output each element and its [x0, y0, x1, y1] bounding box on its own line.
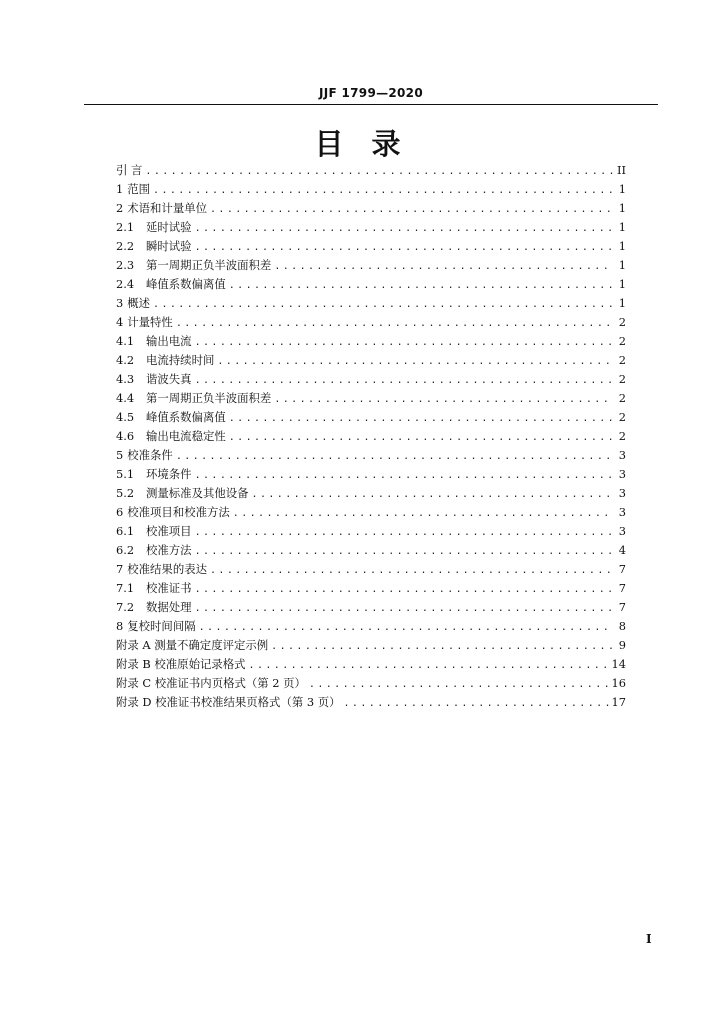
- toc-dot-leader: [195, 542, 613, 561]
- toc-entry-page: 2: [618, 334, 626, 348]
- toc-entry-number: 4.1: [116, 334, 135, 348]
- toc-entry-page: II: [617, 163, 626, 177]
- toc-entry-page: 7: [618, 562, 626, 576]
- toc-entry[interactable]: [116, 484, 626, 503]
- toc-dot-leader: [210, 200, 613, 219]
- toc-dot-leader: [229, 409, 613, 428]
- toc-entry-title: 术语和计量单位: [127, 201, 207, 215]
- toc-entry-label: [116, 598, 192, 617]
- toc-entry-number: 5.1: [116, 467, 135, 481]
- toc-entry-title: 数据处理: [146, 600, 192, 614]
- toc-entry-label: [116, 560, 207, 579]
- toc-entry-label: [116, 180, 150, 199]
- toc-entry[interactable]: [116, 617, 626, 636]
- toc-dot-leader: [229, 276, 613, 295]
- toc-entry-page: 3: [618, 448, 626, 462]
- toc-entry-number: 4: [116, 315, 124, 329]
- toc-entry-page: 8: [618, 619, 626, 633]
- toc-entry-label: [116, 275, 226, 294]
- toc-entry-page: 3: [618, 467, 626, 481]
- page-title: 目 录: [314, 127, 410, 161]
- toc-dot-leader: [145, 162, 613, 181]
- toc-entry-title: 延时试验: [146, 220, 192, 234]
- toc-dot-leader: [210, 561, 613, 580]
- toc-dot-leader: [271, 637, 613, 656]
- toc-entry-title: 附录 D 校准证书校准结果页格式（第 3 页）: [116, 695, 341, 709]
- toc-entry-label: [116, 294, 150, 313]
- toc-entry-label: [116, 503, 230, 522]
- toc-entry-title: 峰值系数偏离值: [146, 410, 226, 424]
- toc-entry-page: 1: [618, 220, 626, 234]
- toc-entry-label: [116, 579, 192, 598]
- toc-entry[interactable]: [116, 218, 626, 237]
- toc-entry-title: 复校时间间隔: [127, 619, 196, 633]
- toc-entry-title: 计量特性: [127, 315, 173, 329]
- toc-entry-title: 瞬时试验: [146, 239, 192, 253]
- toc-entry[interactable]: [116, 199, 626, 218]
- toc-entry-title: 附录 A 测量不确定度评定示例: [116, 638, 269, 652]
- toc-entry[interactable]: [116, 522, 626, 541]
- toc-dot-leader: [195, 238, 613, 257]
- toc-entry-page: 1: [618, 277, 626, 291]
- toc-dot-leader: [199, 618, 613, 637]
- toc-entry-number: 2.2: [116, 239, 135, 253]
- toc-entry-label: [116, 674, 306, 693]
- toc-entry[interactable]: [116, 408, 626, 427]
- toc-entry-label: [116, 351, 214, 370]
- toc-dot-leader: [233, 504, 613, 523]
- toc-dot-leader: [229, 428, 613, 447]
- toc-entry[interactable]: [116, 161, 626, 180]
- toc-entry-title: 校准项目和校准方法: [127, 505, 230, 519]
- toc-entry-label: [116, 465, 192, 484]
- toc-entry-number: 7.1: [116, 581, 135, 595]
- toc-entry-label: [116, 617, 196, 636]
- toc-entry-number: 4.5: [116, 410, 135, 424]
- toc-entry-label: [116, 332, 192, 351]
- toc-dot-leader: [274, 390, 613, 409]
- toc-entry-label: [116, 256, 271, 275]
- page-number: I: [646, 932, 652, 946]
- toc-entry[interactable]: [116, 351, 626, 370]
- toc-entry-title: 第一周期正负半波面积差: [146, 391, 272, 405]
- toc-entry[interactable]: [116, 541, 626, 560]
- toc-entry-page: 7: [618, 581, 626, 595]
- toc-entry-number: 5.2: [116, 486, 135, 500]
- toc-entry-title: 校准证书: [146, 581, 192, 595]
- toc-entry-title: 峰值系数偏离值: [146, 277, 226, 291]
- toc-dot-leader: [195, 371, 613, 390]
- toc-entry[interactable]: [116, 332, 626, 351]
- toc-entry-page: 1: [618, 239, 626, 253]
- toc-entry-title: 范围: [127, 182, 151, 196]
- toc-entry-label: [116, 541, 192, 560]
- toc-entry[interactable]: [116, 465, 626, 484]
- toc-dot-leader: [249, 656, 609, 675]
- toc-entry-label: [116, 161, 142, 180]
- toc-entry-title: 校准方法: [146, 543, 192, 557]
- toc-entry-title: 输出电流: [146, 334, 192, 348]
- toc-entry-label: [116, 313, 173, 332]
- toc-entry-label: [116, 693, 341, 712]
- toc-entry-number: 2.3: [116, 258, 135, 272]
- toc-entry[interactable]: [116, 655, 626, 674]
- toc-entry-page: 1: [618, 296, 626, 310]
- toc-entry-page: 7: [618, 600, 626, 614]
- toc-entry[interactable]: [116, 427, 626, 446]
- toc-entry-page: 2: [618, 391, 626, 405]
- toc-entry-title: 附录 C 校准证书内页格式（第 2 页）: [116, 676, 306, 690]
- toc-entry-title: 电流持续时间: [146, 353, 215, 367]
- toc-entry-title: 环境条件: [146, 467, 192, 481]
- toc-entry-number: 5: [116, 448, 124, 462]
- toc-entry-label: [116, 636, 268, 655]
- toc-entry[interactable]: [116, 180, 626, 199]
- toc-entry[interactable]: [116, 237, 626, 256]
- toc-entry-title: 校准条件: [127, 448, 173, 462]
- toc-entry-number: 2: [116, 201, 124, 215]
- toc-entry-title: 引 言: [116, 163, 143, 177]
- toc-entry-page: 9: [618, 638, 626, 652]
- toc-entry-number: 6.2: [116, 543, 135, 557]
- toc-entry-page: 1: [618, 258, 626, 272]
- toc-dot-leader: [195, 333, 613, 352]
- toc-entry-page: 2: [618, 410, 626, 424]
- toc-entry-page: 1: [618, 182, 626, 196]
- toc-entry-label: [116, 446, 173, 465]
- toc-entry-title: 测量标准及其他设备: [146, 486, 249, 500]
- toc-entry-number: 8: [116, 619, 124, 633]
- toc-entry-page: 14: [611, 657, 626, 671]
- toc-entry-title: 校准结果的表达: [127, 562, 207, 576]
- toc-entry[interactable]: [116, 598, 626, 617]
- toc-entry-page: 1: [618, 201, 626, 215]
- toc-entry-label: [116, 655, 246, 674]
- toc-entry[interactable]: [116, 370, 626, 389]
- standard-code-header: JJF 1799—2020: [318, 86, 423, 100]
- toc-entry[interactable]: [116, 389, 626, 408]
- toc-entry-number: 4.3: [116, 372, 135, 386]
- toc-entry-number: 7.2: [116, 600, 135, 614]
- toc-entry-number: 7: [116, 562, 124, 576]
- toc-dot-leader: [195, 219, 613, 238]
- toc-entry-title: 输出电流稳定性: [146, 429, 226, 443]
- toc-entry-page: 17: [611, 695, 626, 709]
- toc-dot-leader: [195, 466, 613, 485]
- toc-entry-number: 4.4: [116, 391, 135, 405]
- toc-dot-leader: [309, 675, 609, 694]
- toc-entry-number: 1: [116, 182, 124, 196]
- toc-entry-page: 4: [618, 543, 626, 557]
- toc-entry-label: [116, 522, 192, 541]
- toc-entry-page: 2: [618, 372, 626, 386]
- toc-entry-label: [116, 237, 192, 256]
- toc-entry-page: 3: [618, 524, 626, 538]
- toc-entry-title: 第一周期正负半波面积差: [146, 258, 272, 272]
- toc-entry-label: [116, 218, 192, 237]
- toc-entry[interactable]: [116, 446, 626, 465]
- toc-entry[interactable]: [116, 503, 626, 522]
- toc-dot-leader: [252, 485, 613, 504]
- toc-entry-label: [116, 389, 271, 408]
- toc-dot-leader: [195, 523, 613, 542]
- toc-entry-page: 3: [618, 505, 626, 519]
- toc-entry-number: 6: [116, 505, 124, 519]
- toc-entry-label: [116, 484, 249, 503]
- toc-dot-leader: [153, 181, 613, 200]
- toc-dot-leader: [274, 257, 613, 276]
- toc-entry-number: 3: [116, 296, 124, 310]
- toc-entry[interactable]: [116, 294, 626, 313]
- toc-dot-leader: [176, 447, 613, 466]
- toc-entry-number: 2.4: [116, 277, 135, 291]
- toc-entry[interactable]: [116, 636, 626, 655]
- toc-entry-label: [116, 408, 226, 427]
- toc-entry-title: 谐波失真: [146, 372, 192, 386]
- toc-entry-title: 概述: [127, 296, 151, 310]
- table-of-contents: [116, 161, 626, 712]
- header-divider: [84, 104, 658, 105]
- toc-entry-page: 3: [618, 486, 626, 500]
- toc-entry-page: 2: [618, 429, 626, 443]
- toc-entry[interactable]: [116, 674, 626, 693]
- toc-dot-leader: [195, 599, 613, 618]
- toc-entry[interactable]: [116, 275, 626, 294]
- toc-dot-leader: [153, 295, 613, 314]
- toc-entry-title: 校准项目: [146, 524, 192, 538]
- toc-entry-page: 2: [618, 353, 626, 367]
- toc-entry-number: 2.1: [116, 220, 135, 234]
- toc-entry-page: 2: [618, 315, 626, 329]
- toc-dot-leader: [344, 694, 609, 713]
- toc-entry[interactable]: [116, 693, 626, 712]
- toc-dot-leader: [217, 352, 613, 371]
- toc-entry-label: [116, 199, 207, 218]
- toc-entry-label: [116, 427, 226, 446]
- toc-entry-title: 附录 B 校准原始记录格式: [116, 657, 246, 671]
- toc-entry-page: 16: [611, 676, 626, 690]
- toc-entry-number: 4.6: [116, 429, 135, 443]
- toc-entry-number: 4.2: [116, 353, 135, 367]
- toc-dot-leader: [176, 314, 613, 333]
- toc-dot-leader: [195, 580, 613, 599]
- toc-entry[interactable]: [116, 313, 626, 332]
- toc-entry[interactable]: [116, 579, 626, 598]
- toc-entry-number: 6.1: [116, 524, 135, 538]
- toc-entry[interactable]: [116, 560, 626, 579]
- toc-entry-label: [116, 370, 192, 389]
- toc-entry[interactable]: [116, 256, 626, 275]
